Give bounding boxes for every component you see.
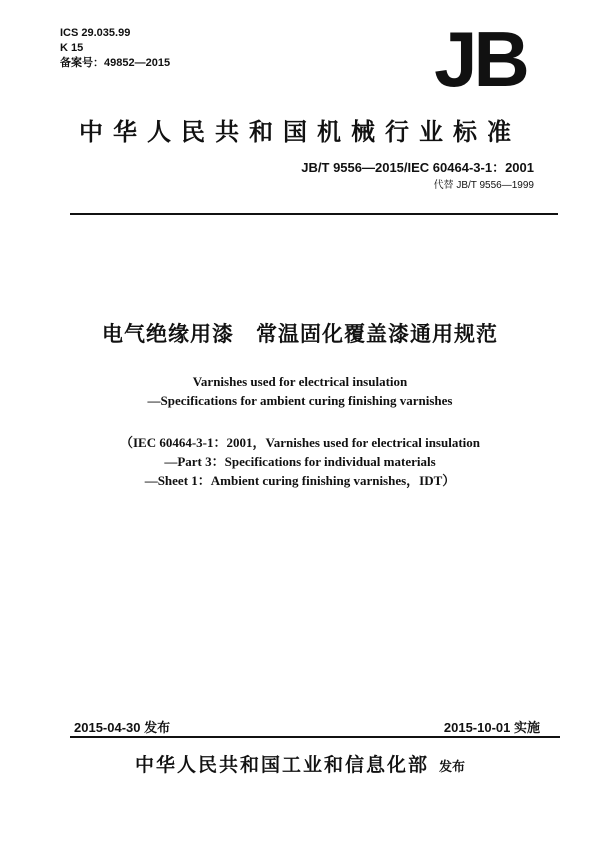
title-english-line-1: Varnishes used for electrical insulation	[192, 374, 408, 389]
standard-number: JB/T 9556—2015/IEC 60464-3-1：2001	[301, 160, 534, 175]
standard-type-heading: 中华人民共和国机械行业标准	[79, 118, 521, 146]
title-chinese: 电气绝缘用漆 常温固化覆盖漆通用规范	[102, 322, 498, 346]
issuer-name: 中华人民共和国工业和信息化部	[134, 754, 429, 776]
ics-code: ICS 29.035.99	[60, 27, 131, 39]
classification-code: K 15	[60, 42, 84, 54]
title-english-line-2: —Specifications for ambient curing finishing varnishes	[147, 393, 453, 408]
jb-logo	[420, 24, 540, 92]
idt-line-1: （IEC 60464-3-1：2001，Varnishes used for electrical insulation	[119, 435, 481, 450]
issuer-line	[0, 750, 600, 777]
top-divider	[70, 213, 558, 215]
idt-line-3: —Sheet 1：Ambient curing finishing varnishes，IDT）	[144, 473, 456, 488]
issue-date: 2015-04-30 发布	[74, 720, 171, 735]
issuer-suffix: 发布	[439, 760, 466, 775]
idt-line-2: —Part 3：Specifications for individual materials	[164, 454, 436, 469]
jb-logo-text: JB	[434, 24, 526, 92]
replaces-note: 代替 JB/T 9556—1999	[433, 180, 534, 191]
implementation-date: 2015-10-01 实施	[443, 720, 540, 735]
filing-number: 备案号：49852—2015	[60, 57, 171, 69]
bottom-divider	[70, 736, 560, 738]
